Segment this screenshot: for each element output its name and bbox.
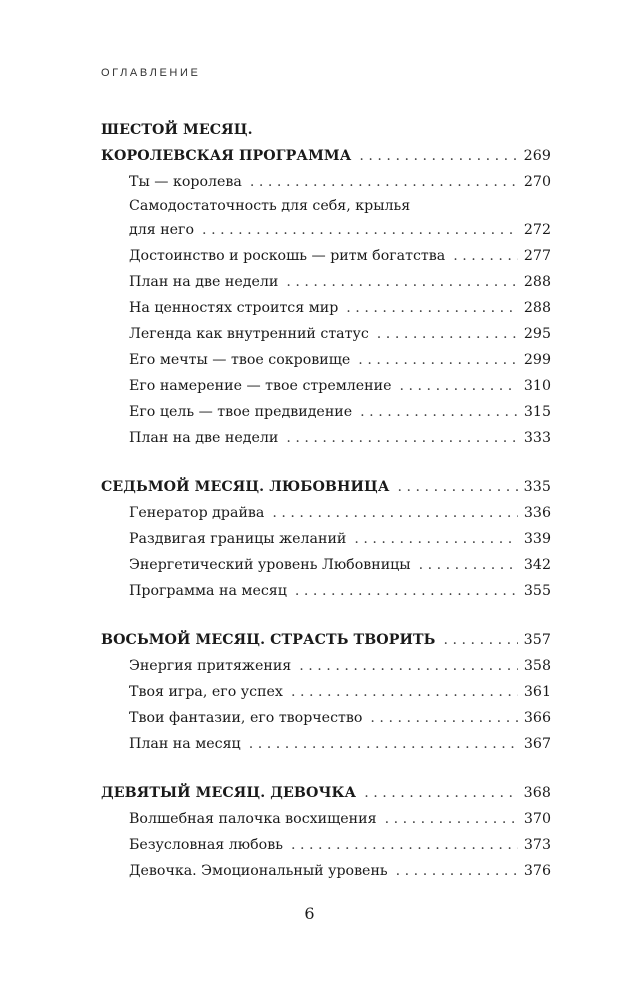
toc-section-eighth-month	[101, 627, 551, 757]
leader-dots	[358, 347, 518, 373]
section-title: КОРОЛЕВСКАЯ ПРОГРАММА	[101, 148, 352, 164]
leader-dots	[398, 474, 518, 500]
entry-title: Твоя игра, его успех	[129, 684, 283, 700]
toc-entry[interactable]	[101, 425, 551, 451]
running-head: ОГЛАВЛЕНИЕ	[101, 67, 201, 79]
entry-title: Волшебная палочка восхищения	[129, 811, 377, 827]
page-ref: 366	[523, 710, 551, 726]
page-ref: 288	[523, 274, 551, 290]
leader-dots	[286, 269, 518, 295]
toc-entry[interactable]	[101, 217, 551, 243]
leader-dots	[291, 832, 518, 858]
page-ref: 288	[523, 300, 551, 316]
leader-dots	[443, 627, 517, 653]
leader-dots	[250, 169, 518, 195]
entry-title: План на месяц	[129, 736, 241, 752]
toc-entry[interactable]	[101, 295, 551, 321]
table-of-contents	[101, 117, 551, 907]
leader-dots	[453, 243, 518, 269]
entry-title: Его мечты — твое сокровище	[129, 352, 351, 368]
leader-dots	[295, 578, 518, 604]
entry-title: Легенда как внутренний статус	[129, 326, 369, 342]
section-title: ШЕСТОЙ МЕСЯЦ.	[101, 122, 253, 138]
leader-dots	[346, 295, 518, 321]
page-ref: 272	[523, 222, 551, 238]
leader-dots	[419, 552, 518, 578]
toc-section-ninth-month	[101, 780, 551, 884]
toc-entry[interactable]	[101, 806, 551, 832]
toc-section-sixth-month	[101, 117, 551, 451]
toc-entry[interactable]	[101, 653, 551, 679]
leader-dots	[385, 806, 518, 832]
leader-dots	[299, 653, 518, 679]
toc-entry[interactable]	[101, 627, 551, 653]
page-ref: 299	[523, 352, 551, 368]
entry-title: Энергия притяжения	[129, 658, 292, 674]
entry-title: План на две недели	[129, 274, 279, 290]
leader-dots	[360, 399, 518, 425]
page-ref: 361	[523, 684, 551, 700]
page-ref: 368	[523, 785, 551, 801]
entry-title: Программа на месяц	[129, 583, 287, 599]
leader-dots	[249, 731, 518, 757]
leader-dots	[286, 425, 518, 451]
toc-entry[interactable]	[101, 578, 551, 604]
page-ref: 277	[523, 248, 551, 264]
page-ref: 367	[523, 736, 551, 752]
section-title: ВОСЬМОЙ МЕСЯЦ. СТРАСТЬ ТВОРИТЬ	[101, 632, 436, 648]
toc-entry[interactable]	[101, 373, 551, 399]
entry-title: Достоинство и роскошь — ритм богатства	[129, 248, 446, 264]
page-ref: 342	[523, 557, 551, 573]
leader-dots	[202, 217, 518, 243]
toc-entry[interactable]	[101, 321, 551, 347]
entry-title: Твои фантазии, его творчество	[129, 710, 363, 726]
page-ref: 295	[523, 326, 551, 342]
toc-entry[interactable]	[101, 780, 551, 806]
entry-title: Энергетический уровень Любовницы	[129, 557, 411, 573]
leader-dots	[291, 679, 518, 705]
entry-title: Его цель — твое предвидение	[129, 404, 353, 420]
page-ref: 355	[523, 583, 551, 599]
leader-dots	[396, 858, 518, 884]
page-ref: 376	[523, 863, 551, 879]
section-title: СЕДЬМОЙ МЕСЯЦ. ЛЮБОВНИЦА	[101, 479, 390, 495]
toc-entry[interactable]	[101, 169, 551, 195]
leader-dots	[354, 526, 518, 552]
entry-title: На ценностях строится мир	[129, 300, 339, 316]
leader-dots	[370, 705, 518, 731]
page-ref: 370	[523, 811, 551, 827]
entry-title: для него	[129, 222, 195, 238]
page-ref: 315	[523, 404, 551, 420]
page-ref: 310	[523, 378, 551, 394]
toc-entry[interactable]	[101, 269, 551, 295]
entry-title: Генератор драйва	[129, 505, 265, 521]
page-ref: 373	[523, 837, 551, 853]
page-ref: 269	[523, 148, 551, 164]
entry-title: Безусловная любовь	[129, 837, 283, 853]
leader-dots	[400, 373, 518, 399]
toc-entry[interactable]	[101, 858, 551, 884]
page-ref: 270	[523, 174, 551, 190]
toc-entry-wrap	[101, 195, 551, 217]
toc-entry[interactable]	[101, 832, 551, 858]
toc-entry[interactable]	[101, 243, 551, 269]
toc-entry[interactable]	[101, 399, 551, 425]
page-ref: 336	[523, 505, 551, 521]
section-title: ДЕВЯТЫЙ МЕСЯЦ. ДЕВОЧКА	[101, 785, 357, 801]
page-number: 6	[304, 904, 315, 923]
leader-dots	[359, 143, 517, 169]
page-ref: 333	[523, 430, 551, 446]
leader-dots	[377, 321, 518, 347]
toc-entry[interactable]	[101, 731, 551, 757]
toc-entry[interactable]	[101, 679, 551, 705]
toc-entry[interactable]	[101, 552, 551, 578]
toc-entry[interactable]	[101, 347, 551, 373]
entry-title: Девочка. Эмоциональный уровень	[129, 863, 388, 879]
leader-dots	[364, 780, 517, 806]
toc-section-seventh-month	[101, 474, 551, 604]
toc-entry[interactable]	[101, 500, 551, 526]
entry-title: План на две недели	[129, 430, 279, 446]
entry-title: Раздвигая границы желаний	[129, 531, 347, 547]
entry-title: Его намерение — твое стремление	[129, 378, 392, 394]
page-ref: 358	[523, 658, 551, 674]
page-ref: 335	[523, 479, 551, 495]
entry-title: Самодостаточность для себя, крылья	[129, 198, 411, 214]
toc-entry[interactable]	[101, 474, 551, 500]
leader-dots	[272, 500, 518, 526]
toc-entry[interactable]	[101, 526, 551, 552]
entry-title: Ты — королева	[129, 174, 242, 190]
page-ref: 339	[523, 531, 551, 547]
section-title-line1	[101, 117, 551, 143]
page-ref: 357	[523, 632, 551, 648]
toc-entry[interactable]	[101, 705, 551, 731]
toc-entry[interactable]	[101, 143, 551, 169]
